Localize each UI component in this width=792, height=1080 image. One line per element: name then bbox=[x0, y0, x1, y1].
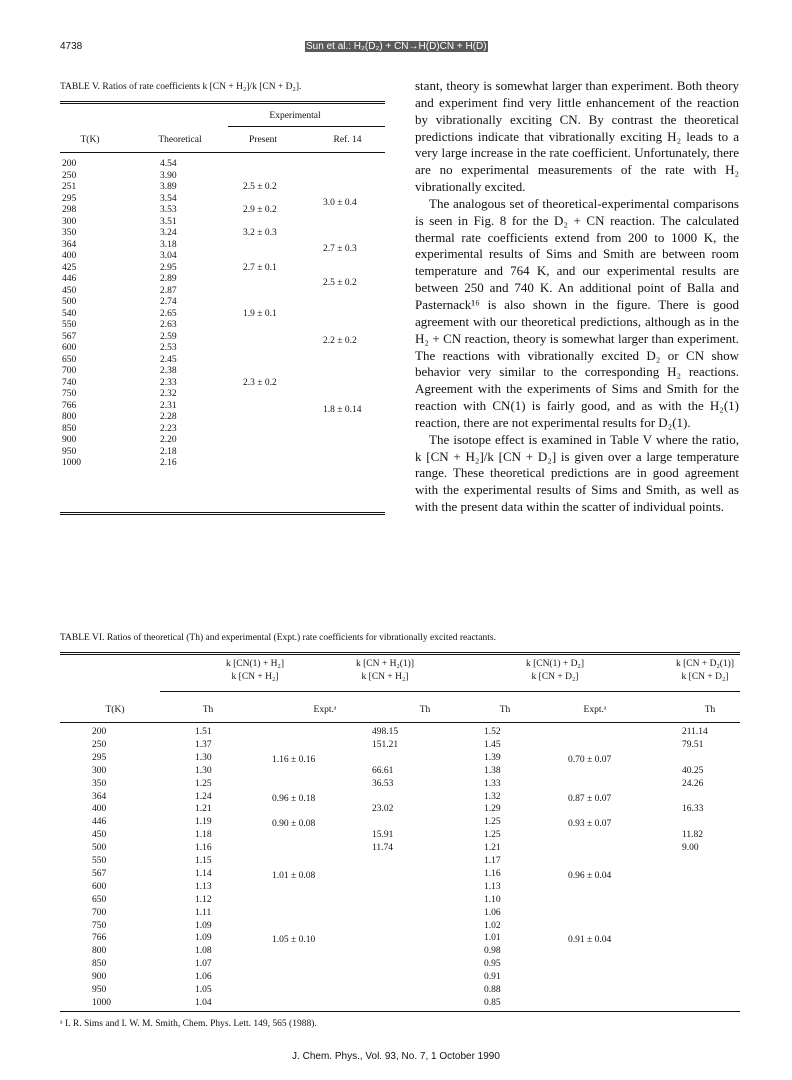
table6-cell: 700 bbox=[92, 907, 107, 918]
table6-cell: 1.10 bbox=[484, 894, 501, 905]
table5-cell: 650 bbox=[62, 354, 77, 365]
table6-cell: 1.16 bbox=[195, 843, 212, 854]
table6-cell: 1.08 bbox=[195, 946, 212, 957]
table6-col-header: Th bbox=[202, 705, 214, 715]
table6-cell: 1.30 bbox=[195, 765, 212, 776]
table6-group-header-numerator: k [CN(1) + D₂] bbox=[525, 659, 584, 669]
table6-cell: 79.51 bbox=[682, 739, 704, 750]
table6-cell: 400 bbox=[92, 804, 107, 815]
table6-cell: 15.91 bbox=[372, 830, 394, 841]
table5-cell: 850 bbox=[62, 423, 77, 434]
table5-cell: 2.23 bbox=[160, 423, 177, 434]
table6-cell: 1.15 bbox=[195, 856, 212, 866]
table6-cell: 1.52 bbox=[484, 727, 501, 737]
table5-cell: 4.54 bbox=[160, 159, 177, 169]
table5-col-header: Theoretical bbox=[158, 135, 202, 145]
table5-cell: 2.5 ± 0.2 bbox=[323, 278, 357, 288]
table6-header-rule bbox=[60, 722, 740, 723]
table6-cell: 567 bbox=[92, 868, 107, 879]
table6-cell: 1.09 bbox=[195, 920, 212, 931]
table5-group-header: Experimental bbox=[269, 111, 321, 121]
table6-cell: 151.21 bbox=[372, 739, 399, 750]
table6-cell: 1.01 bbox=[484, 933, 501, 944]
table5-cell: 450 bbox=[62, 285, 77, 296]
running-title-text: Sun et al.: H₂(D₂) + CN→H(D)CN + H(D) bbox=[306, 41, 487, 52]
table6-cell: 1000 bbox=[92, 997, 111, 1008]
table5-cell: 364 bbox=[62, 239, 77, 250]
table5-cell: 500 bbox=[62, 297, 77, 307]
table6-cell: 950 bbox=[92, 985, 107, 995]
page-number: 4738 bbox=[60, 41, 83, 52]
table6-cell: 750 bbox=[92, 920, 107, 931]
table6-group-header-denominator: k [CN + H₂] bbox=[361, 672, 409, 682]
table5-col-header: T(K) bbox=[80, 135, 100, 145]
table5-cell: 2.3 ± 0.2 bbox=[243, 377, 277, 388]
table6-col-header: Th bbox=[499, 705, 511, 715]
table6-cell: 1.17 bbox=[484, 856, 501, 866]
table5-bottom-rule bbox=[60, 512, 385, 513]
table5-cell: 766 bbox=[62, 400, 77, 411]
table6-cell: 1.19 bbox=[195, 817, 212, 828]
table6-cell: 0.70 ± 0.07 bbox=[568, 754, 612, 765]
table5-cell: 250 bbox=[62, 170, 77, 181]
table5-caption: TABLE V. Ratios of rate coefficients k [CN + H₂]/k [CN + D₂]. bbox=[60, 82, 302, 92]
table6-group-header-numerator: k [CN(1) + H₂] bbox=[225, 659, 284, 669]
table5-cell: 350 bbox=[62, 228, 77, 238]
table5-cell: 446 bbox=[62, 274, 77, 284]
table6-group-header-denominator: k [CN + D₂] bbox=[681, 672, 729, 682]
table6-top-rule-2 bbox=[60, 654, 740, 655]
table5-cell: 950 bbox=[62, 446, 77, 457]
table6-cell: 1.30 bbox=[195, 752, 212, 763]
table6-cell: 600 bbox=[92, 881, 107, 892]
table6-cell: 446 bbox=[92, 817, 107, 828]
table5-cell: 200 bbox=[62, 159, 77, 169]
table6-cell: 250 bbox=[92, 739, 107, 750]
table6-cell: 364 bbox=[92, 791, 107, 802]
table6-cell: 0.95 bbox=[484, 959, 501, 970]
table6-cell: 0.96 ± 0.04 bbox=[568, 870, 612, 881]
table6-cell: 200 bbox=[92, 727, 107, 737]
table6-cell: 1.13 bbox=[484, 881, 501, 892]
table6-cell: 40.25 bbox=[682, 765, 704, 776]
table6-cell: 300 bbox=[92, 765, 107, 776]
table6-cell: 0.96 ± 0.18 bbox=[272, 793, 316, 804]
table6-cell: 11.74 bbox=[372, 843, 394, 854]
table5-cell: 3.18 bbox=[160, 239, 177, 250]
table5-cell: 3.54 bbox=[160, 193, 177, 204]
table6-col-header: T(K) bbox=[105, 705, 125, 715]
table5-cell: 2.74 bbox=[160, 297, 177, 307]
table5-cell: 3.89 bbox=[160, 182, 177, 192]
table6-cell: 800 bbox=[92, 946, 107, 957]
table6-cell: 1.25 bbox=[195, 778, 212, 789]
table6-cell: 1.09 bbox=[195, 933, 212, 944]
table6-cell: 550 bbox=[92, 856, 107, 866]
table5-cell: 550 bbox=[62, 320, 77, 330]
table6-cell: 36.53 bbox=[372, 778, 394, 789]
table6-cell: 24.26 bbox=[682, 778, 704, 789]
table5-cell: 251 bbox=[62, 182, 77, 192]
table6-cell: 1.14 bbox=[195, 868, 212, 879]
table6-cell: 650 bbox=[92, 894, 107, 905]
table6-group-rule bbox=[160, 691, 740, 692]
table6-cell: 1.33 bbox=[484, 778, 501, 789]
table6-col-header: Th bbox=[704, 705, 716, 715]
table5-cell: 300 bbox=[62, 216, 77, 227]
journal-footer: J. Chem. Phys., Vol. 93, No. 7, 1 October 1990 bbox=[292, 1051, 500, 1062]
table5-cell: 700 bbox=[62, 366, 77, 376]
table6-cell: 766 bbox=[92, 933, 107, 944]
table5-cell: 2.2 ± 0.2 bbox=[323, 335, 357, 346]
table6-cell: 0.98 bbox=[484, 946, 501, 957]
table5-top-rule-2 bbox=[60, 103, 385, 104]
table5-cell: 298 bbox=[62, 205, 77, 215]
table5-cell: 425 bbox=[62, 262, 77, 273]
table5-cell: 3.2 ± 0.3 bbox=[243, 228, 277, 238]
table6-cell: 16.33 bbox=[682, 804, 704, 815]
table5-cell: 2.7 ± 0.1 bbox=[243, 262, 277, 273]
body-text bbox=[415, 78, 739, 516]
table6-cell: 500 bbox=[92, 843, 107, 854]
table6-cell: 1.16 bbox=[484, 868, 501, 879]
table5-bottom-rule-2 bbox=[60, 514, 385, 515]
table6-cell: 1.02 bbox=[484, 920, 501, 931]
table6-cell: 1.16 ± 0.16 bbox=[272, 754, 316, 765]
table6-cell: 1.11 bbox=[195, 907, 212, 918]
running-title bbox=[305, 41, 488, 52]
table5-cell: 1.9 ± 0.1 bbox=[243, 308, 277, 319]
table6-cell: 1.05 ± 0.10 bbox=[272, 935, 316, 946]
body-paragraph-3: The isotope effect is examined in Table V where the ratio, k [CN + H₂]/k [CN + D₂] is given over a large temperature range. These theoretical predictions are in good agreement with the experimental results of Sims and Smith, as well as with the present data within the scatter of individual points. bbox=[415, 431, 739, 515]
table5-cell: 740 bbox=[62, 377, 77, 388]
table6-col-header: Expt.ᵃ bbox=[583, 705, 607, 715]
table5-cell: 3.51 bbox=[160, 216, 177, 227]
table5-cell: 2.87 bbox=[160, 285, 177, 296]
table6-cell: 450 bbox=[92, 830, 107, 841]
table6-cell: 211.14 bbox=[682, 727, 708, 737]
table6-cell: 1.29 bbox=[484, 804, 501, 815]
table5-cell: 540 bbox=[62, 308, 77, 319]
table5-group-rule bbox=[228, 126, 385, 127]
table6-cell: 66.61 bbox=[372, 765, 394, 776]
table5-header-rule bbox=[60, 152, 385, 153]
table5-cell: 2.63 bbox=[160, 320, 177, 330]
table6-cell: 1.07 bbox=[195, 959, 212, 970]
table6-cell: 0.93 ± 0.07 bbox=[568, 819, 612, 830]
table6-cell: 0.91 bbox=[484, 972, 501, 983]
table5-cell: 3.90 bbox=[160, 170, 177, 181]
table5-cell: 2.33 bbox=[160, 377, 177, 388]
table6-cell: 1.25 bbox=[484, 817, 501, 828]
table5-cell: 2.20 bbox=[160, 435, 177, 445]
table5-cell: 750 bbox=[62, 389, 77, 399]
table6-top-rule bbox=[60, 652, 740, 653]
table6-cell: 498.15 bbox=[372, 727, 399, 737]
table6-col-header: Expt.ᵃ bbox=[313, 705, 337, 715]
table5-cell: 3.0 ± 0.4 bbox=[323, 197, 357, 208]
table6-cell: 1.38 bbox=[484, 765, 501, 776]
table5-cell: 2.38 bbox=[160, 366, 177, 376]
table6-cell: 850 bbox=[92, 959, 107, 970]
table6-group-header-denominator: k [CN + H₂] bbox=[231, 672, 279, 682]
table5-cell: 3.24 bbox=[160, 228, 177, 238]
table5-cell: 3.53 bbox=[160, 205, 177, 215]
table5-col-header: Present bbox=[249, 135, 277, 145]
table5-top-rule bbox=[60, 101, 385, 102]
table6-cell: 1.32 bbox=[484, 791, 501, 802]
table6-cell: 1.25 bbox=[484, 830, 501, 841]
table5-cell: 800 bbox=[62, 412, 77, 422]
table5-cell: 2.95 bbox=[160, 262, 177, 273]
table6-cell: 1.51 bbox=[195, 727, 212, 737]
table6-caption: TABLE VI. Ratios of theoretical (Th) and experimental (Expt.) rate coefficients for vibrationally excited reactants. bbox=[60, 633, 496, 643]
footnote: ᵃ I. R. Sims and I. W. M. Smith, Chem. Phys. Lett. 149, 565 (1988). bbox=[60, 1019, 317, 1029]
table5-cell: 2.31 bbox=[160, 400, 177, 411]
table6-cell: 1.01 ± 0.08 bbox=[272, 870, 316, 881]
table5-cell: 2.7 ± 0.3 bbox=[323, 243, 357, 254]
table5-cell: 2.45 bbox=[160, 354, 177, 365]
table6-cell: 1.37 bbox=[195, 739, 212, 750]
table6-cell: 0.85 bbox=[484, 997, 501, 1008]
table5-cell: 2.16 bbox=[160, 458, 177, 468]
table6-cell: 0.88 bbox=[484, 985, 501, 995]
table6-group-header-numerator: k [CN + D₂(1)] bbox=[675, 659, 734, 669]
table5-cell: 2.89 bbox=[160, 274, 177, 284]
table6-cell: 11.82 bbox=[682, 830, 704, 841]
table6-cell: 9.00 bbox=[682, 843, 699, 854]
table6-cell: 1.12 bbox=[195, 894, 212, 905]
table6-col-header: Th bbox=[419, 705, 431, 715]
table6-cell: 0.87 ± 0.07 bbox=[568, 793, 612, 804]
table5-cell: 2.5 ± 0.2 bbox=[243, 182, 277, 192]
table5-cell: 2.28 bbox=[160, 412, 177, 422]
table5-cell: 900 bbox=[62, 435, 77, 445]
table6-cell: 350 bbox=[92, 778, 107, 789]
body-paragraph-2: The analogous set of theoretical-experimental comparisons is seen in Fig. 8 for the D₂ + CN reaction. The calculated thermal rate coefficients extend from 200 to 1000 K, the experimental results of Sims and Smith are between room temperature and 764 K, and our experimental results are between 250 and 740 K. An additional point of Balla and Pasternack¹⁶ is also shown in the figure. There is good agreement with our theoretical predictions, although as in the H₂ + CN reaction, theory is somewhat larger than experiment. The reactions with vibrationally excited D₂ or CN show behavior very similar to the corresponding H₂ reactions. Agreement with the experiments of Sims and Smith for the reaction with CN(1) is fairly good, and as with the H₂(1) reaction, there are not experimental results for D₂(1). bbox=[415, 195, 739, 430]
body-paragraph-1: stant, theory is somewhat larger than experiment. Both theory and experiment find very little enhancement of the reaction by vibrationally exciting CN. By contrast the theoretical predictions indicate that vibrationally exciting H₂ leads to a very large increase in the rate coefficient. Unfortunately, there are no experimental measurements of the rate with H₂ vibrationally excited. bbox=[415, 78, 739, 195]
table6-bottom-rule bbox=[60, 1011, 740, 1012]
table6-cell: 1.21 bbox=[195, 804, 212, 815]
table5-cell: 2.53 bbox=[160, 343, 177, 353]
table6-cell: 900 bbox=[92, 972, 107, 983]
table5-cell: 3.04 bbox=[160, 251, 177, 261]
table5-cell: 1.8 ± 0.14 bbox=[323, 404, 362, 415]
table5-cell: 2.32 bbox=[160, 389, 177, 399]
table6-cell: 1.21 bbox=[484, 843, 501, 854]
table6-cell: 295 bbox=[92, 752, 107, 763]
table5-cell: 1000 bbox=[62, 458, 81, 468]
table6-cell: 1.45 bbox=[484, 739, 501, 750]
table5-cell: 2.59 bbox=[160, 331, 177, 342]
table5-cell: 2.18 bbox=[160, 446, 177, 457]
table5-cell: 2.9 ± 0.2 bbox=[243, 205, 277, 215]
table5-cell: 567 bbox=[62, 331, 77, 342]
table6-group-header-numerator: k [CN + H₂(1)] bbox=[355, 659, 414, 669]
table6-cell: 1.24 bbox=[195, 791, 212, 802]
table6-cell: 1.05 bbox=[195, 985, 212, 995]
table6-cell: 1.13 bbox=[195, 881, 212, 892]
table6-cell: 1.04 bbox=[195, 997, 212, 1008]
table6-cell: 1.06 bbox=[484, 907, 501, 918]
table6-group-header-denominator: k [CN + D₂] bbox=[531, 672, 579, 682]
table6-cell: 0.90 ± 0.08 bbox=[272, 819, 316, 830]
table6-cell: 1.06 bbox=[195, 972, 212, 983]
table5-col-header: Ref. 14 bbox=[333, 135, 362, 145]
table5-cell: 295 bbox=[62, 193, 77, 204]
table6-cell: 23.02 bbox=[372, 804, 394, 815]
table5-cell: 600 bbox=[62, 343, 77, 353]
table6-cell: 1.18 bbox=[195, 830, 212, 841]
table5-cell: 400 bbox=[62, 251, 77, 261]
table6-cell: 0.91 ± 0.04 bbox=[568, 935, 612, 946]
table6-cell: 1.39 bbox=[484, 752, 501, 763]
table5-cell: 2.65 bbox=[160, 308, 177, 319]
